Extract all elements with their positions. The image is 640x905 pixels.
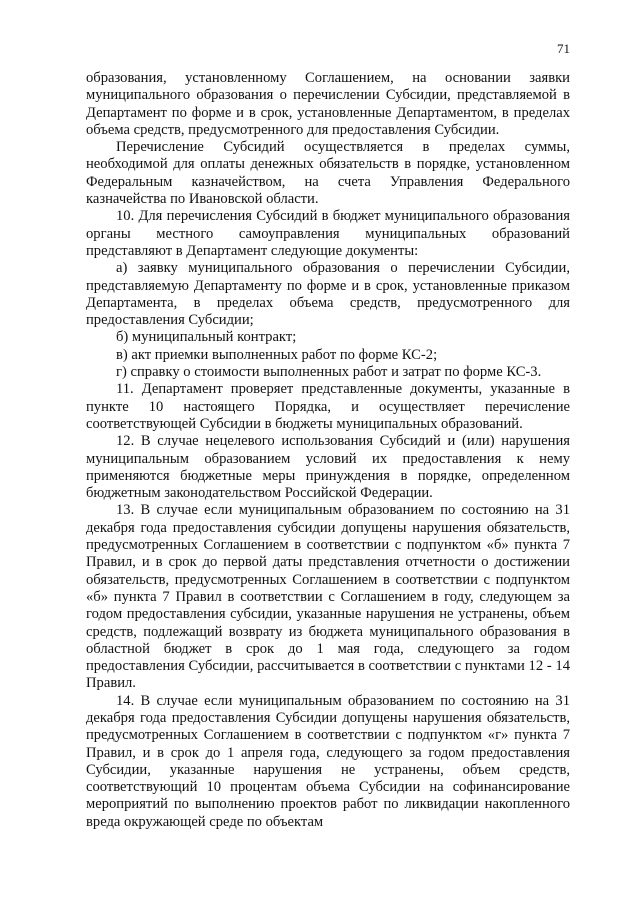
document-body	[86, 70, 570, 831]
paragraph-item-13: 13. В случае если муниципальным образованием по состоянию на 31 декабря года предоставления субсидии допущены нарушения обязательств, предусмотренных Соглашением в соответствии с подпунктом «б» пункта 7 Правил, и в срок до первой даты представления отчетности о достижении обязательств, предусмотренных Соглашением в соответствии с подпунктом «б» пункта 7 Правил в соответствии с Соглашением в году, следующем за годом предоставления субсидии, указанные нарушения не устранены, объем средств, подлежащий возврату из бюджета муниципального образования в областной бюджет в срок до 1 мая года, следующего за годом предоставления Субсидии, рассчитывается в соответствии с пунктами 12 - 14 Правил.	[86, 502, 570, 692]
subitem-a: а) заявку муниципального образования о перечислении Субсидии, представляемую Департаменту по форме и в срок, установленные приказом Департамента, в пределах объема средств, предусмотренного для предоставления Субсидии;	[86, 260, 570, 329]
paragraph-item-10: 10. Для перечисления Субсидий в бюджет муниципального образования органы местного самоуправления муниципальных образований представляют в Департамент следующие документы:	[86, 208, 570, 259]
paragraph-item-14: 14. В случае если муниципальным образованием по состоянию на 31 декабря года предоставления Субсидии допущены нарушения обязательств, предусмотренных Соглашением в соответствии с подпунктом «г» пункта 7 Правил, и в срок до 1 апреля года, следующего за годом предоставления Субсидии, указанные нарушения не устранены, объем средств, соответствующий 10 процентам объема Субсидии на софинансирование мероприятий по выполнению проектов работ по ликвидации накопленного вреда окружающей среде по объектам	[86, 692, 570, 830]
document-page	[86, 0, 570, 905]
subitem-v: в) акт приемки выполненных работ по форме КС-2;	[116, 346, 438, 363]
paragraph-continuation: образования, установленному Соглашением, на основании заявки муниципального образования о перечислении Субсидии, представляемой в Департамент по форме и в срок, установленные Департаментом, в пределах объема средств, предусмотренного для предоставления Субсидии.	[86, 70, 570, 138]
page-number: 71	[557, 41, 570, 56]
subitem-g: г) справку о стоимости выполненных работ и затрат по форме КС-3.	[116, 364, 542, 381]
paragraph-item-11: 11. Департамент проверяет представленные документы, указанные в пункте 10 настоящего Порядка, и осуществляет перечисление соответствующей Субсидии в бюджеты муниципальных образований.	[86, 381, 570, 432]
subitem-b: б) муниципальный контракт;	[116, 329, 297, 346]
paragraph-item-12: 12. В случае нецелевого использования Субсидий и (или) нарушения муниципальным образованием условий их предоставления к нему применяются бюджетные меры принуждения в порядке, определенном бюджетным законодательством Российской Федерации.	[86, 433, 570, 502]
paragraph-transfer-limits: Перечисление Субсидий осуществляется в пределах суммы, необходимой для оплаты денежных обязательств в порядке, установленном Федеральным казначейством, на счета Управления Федерального казначейства по Ивановской области.	[86, 139, 570, 208]
